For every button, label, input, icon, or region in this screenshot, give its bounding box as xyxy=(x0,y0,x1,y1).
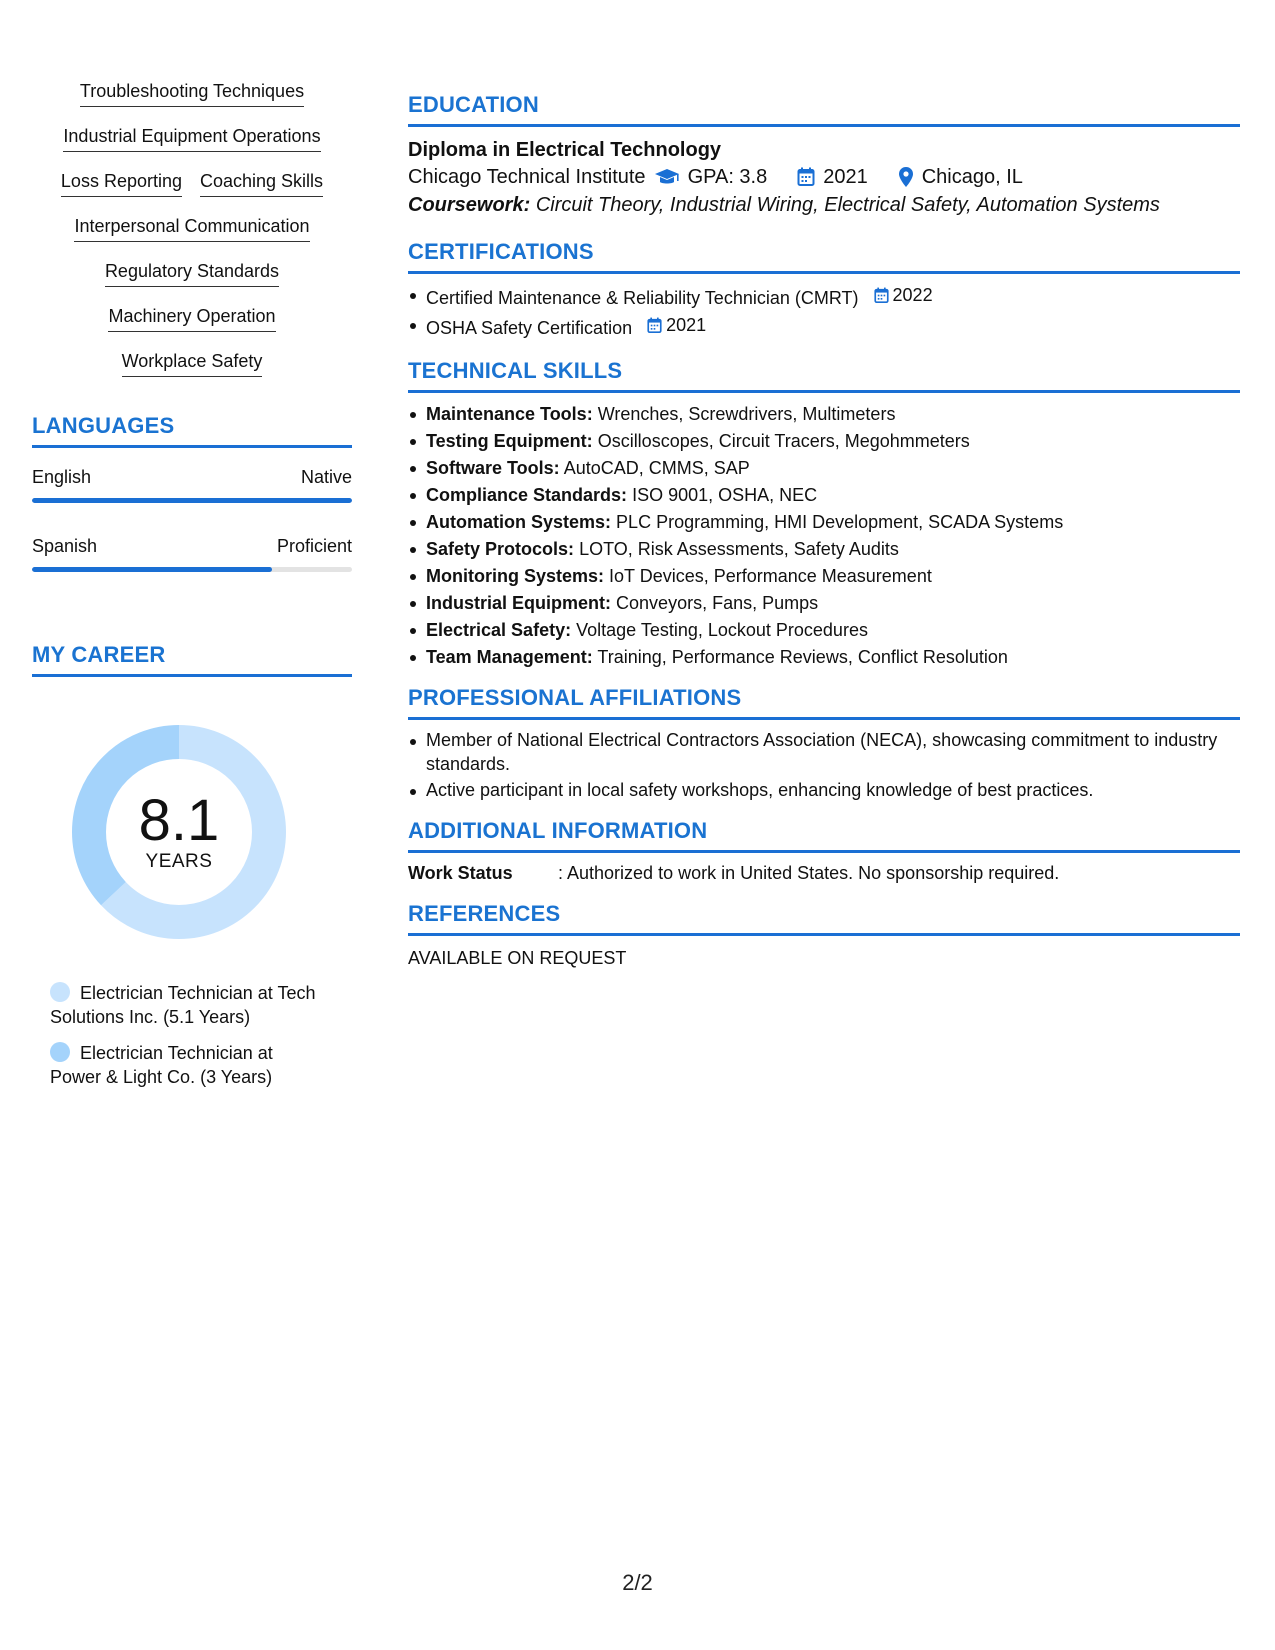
affiliations-list xyxy=(408,728,1240,802)
section-title: TECHNICAL SKILLS xyxy=(408,358,623,383)
skill-category: Team Management: xyxy=(426,647,593,667)
skill-row xyxy=(32,260,352,305)
calendar-icon xyxy=(797,167,815,187)
coursework-value: Circuit Theory, Industrial Wiring, Electrical Safety, Automation Systems xyxy=(535,194,1160,216)
career-donut-chart xyxy=(66,719,292,945)
skill-tag: Regulatory Standards xyxy=(105,260,279,287)
list-item xyxy=(408,563,1240,590)
page-number: 2/2 xyxy=(622,1570,653,1595)
legend-item xyxy=(50,981,320,1029)
language-bar xyxy=(32,498,352,503)
skill-values: Voltage Testing, Lockout Procedures xyxy=(576,620,868,640)
list-item xyxy=(408,482,1240,509)
skill-values: PLC Programming, HMI Development, SCADA Systems xyxy=(616,512,1064,532)
technical-skills-list xyxy=(408,401,1240,671)
work-status-value: : Authorized to work in United States. No sponsorship required. xyxy=(558,863,1060,883)
language-level: Native xyxy=(300,467,352,487)
education-degree: Diploma in Electrical Technology xyxy=(408,139,722,161)
skill-tag: Workplace Safety xyxy=(122,350,263,377)
section-divider xyxy=(408,390,1240,393)
list-item xyxy=(408,455,1240,482)
skill-tag: Interpersonal Communication xyxy=(74,215,309,242)
list-item: Active participant in local safety workshops, enhancing knowledge of best practices. xyxy=(408,778,1240,802)
section-title: MY CAREER xyxy=(32,642,166,667)
section-divider xyxy=(408,124,1240,127)
language-name: Spanish xyxy=(32,536,98,556)
legend-dot-icon xyxy=(50,1042,70,1062)
list-item xyxy=(408,509,1240,536)
section-divider xyxy=(408,717,1240,720)
section-title: ADDITIONAL INFORMATION xyxy=(408,818,708,843)
education-coursework xyxy=(408,191,1240,219)
skill-tag: Coaching Skills xyxy=(200,170,323,197)
skill-category: Safety Protocols: xyxy=(426,539,575,559)
education-school: Chicago Technical Institute xyxy=(408,166,646,188)
language-bar xyxy=(32,567,352,572)
certification-name: OSHA Safety Certification xyxy=(426,318,633,338)
list-item xyxy=(408,644,1240,671)
legend-dot-icon xyxy=(50,982,70,1002)
skill-category: Monitoring Systems: xyxy=(426,566,605,586)
list-item xyxy=(408,428,1240,455)
career-legend xyxy=(50,981,352,1089)
skill-row xyxy=(32,80,352,125)
technical-skills-section xyxy=(408,358,1240,671)
additional-info-section xyxy=(408,818,1240,885)
skill-category: Maintenance Tools: xyxy=(426,404,593,424)
section-divider xyxy=(408,271,1240,274)
skill-row xyxy=(32,350,352,395)
certification-year: 2022 xyxy=(892,285,933,305)
list-item xyxy=(408,536,1240,563)
work-status-row xyxy=(408,861,1240,885)
certification-year: 2021 xyxy=(666,315,707,335)
section-divider xyxy=(32,674,352,677)
skill-values: IoT Devices, Performance Measurement xyxy=(609,566,932,586)
certification-name: Certified Maintenance & Reliability Technician (CMRT) xyxy=(426,288,859,308)
location-pin-icon xyxy=(898,166,914,188)
language-item xyxy=(32,535,352,572)
skill-category: Software Tools: xyxy=(426,458,560,478)
section-divider xyxy=(408,933,1240,936)
left-column xyxy=(32,80,352,1101)
skill-tag: Industrial Equipment Operations xyxy=(63,125,320,152)
skill-row xyxy=(32,305,352,350)
graduation-cap-icon xyxy=(654,167,680,187)
section-divider xyxy=(32,445,352,448)
list-item xyxy=(408,282,1240,312)
right-column xyxy=(408,92,1240,984)
section-title: EDUCATION xyxy=(408,92,539,117)
skills-tags xyxy=(32,80,352,395)
skill-values: ISO 9001, OSHA, NEC xyxy=(632,485,818,505)
section-title: LANGUAGES xyxy=(32,413,175,438)
language-item xyxy=(32,466,352,503)
legend-label: Electrician Technician at Tech Solutions Inc. (5.1 Years) xyxy=(50,983,316,1027)
skill-values: Wrenches, Screwdrivers, Multimeters xyxy=(597,404,896,424)
certifications-section xyxy=(408,239,1240,342)
work-status-label: Work Status xyxy=(408,863,513,883)
career-section xyxy=(32,642,352,1089)
section-title: PROFESSIONAL AFFILIATIONS xyxy=(408,685,742,710)
skill-category: Testing Equipment: xyxy=(426,431,593,451)
skill-values: Oscilloscopes, Circuit Tracers, Megohmmeters xyxy=(597,431,970,451)
list-item xyxy=(408,590,1240,617)
language-bar-fill xyxy=(32,567,272,572)
skill-row xyxy=(32,170,352,215)
skill-values: LOTO, Risk Assessments, Safety Audits xyxy=(579,539,899,559)
education-gpa: GPA: 3.8 xyxy=(687,166,768,188)
language-bar-fill xyxy=(32,498,352,503)
calendar-icon xyxy=(647,317,662,334)
language-name: English xyxy=(32,467,92,487)
section-title: REFERENCES xyxy=(408,901,561,926)
education-section xyxy=(408,92,1240,219)
languages-section xyxy=(32,413,352,572)
education-year: 2021 xyxy=(823,166,868,188)
career-total-unit: YEARS xyxy=(145,851,213,872)
skill-category: Automation Systems: xyxy=(426,512,612,532)
education-location: Chicago, IL xyxy=(921,166,1023,188)
career-total-years: 8.1 xyxy=(138,788,220,853)
calendar-icon xyxy=(874,287,889,304)
list-item xyxy=(408,312,1240,342)
education-details xyxy=(408,163,1240,191)
skill-tag: Machinery Operation xyxy=(108,305,275,332)
references-section xyxy=(408,901,1240,970)
skill-category: Electrical Safety: xyxy=(426,620,572,640)
skill-row xyxy=(32,125,352,170)
skill-values: Training, Performance Reviews, Conflict Resolution xyxy=(597,647,1008,667)
skill-tag: Loss Reporting xyxy=(61,170,182,197)
section-divider xyxy=(408,850,1240,853)
list-item xyxy=(408,617,1240,644)
legend-item xyxy=(50,1041,320,1089)
skill-values: AutoCAD, CMMS, SAP xyxy=(563,458,750,478)
legend-label: Electrician Technician at Power & Light Co. (3 Years) xyxy=(50,1043,273,1087)
skill-category: Industrial Equipment: xyxy=(426,593,612,613)
language-level: Proficient xyxy=(276,536,352,556)
certifications-list xyxy=(408,282,1240,342)
skill-tag: Troubleshooting Techniques xyxy=(80,80,304,107)
affiliations-section xyxy=(408,685,1240,802)
list-item: Member of National Electrical Contractors Association (NECA), showcasing commitment to industry standards. xyxy=(408,728,1240,776)
coursework-label: Coursework: xyxy=(408,194,531,216)
skill-row xyxy=(32,215,352,260)
references-text: AVAILABLE ON REQUEST xyxy=(408,948,627,968)
skill-category: Compliance Standards: xyxy=(426,485,628,505)
section-title: CERTIFICATIONS xyxy=(408,239,594,264)
list-item xyxy=(408,401,1240,428)
skill-values: Conveyors, Fans, Pumps xyxy=(616,593,819,613)
